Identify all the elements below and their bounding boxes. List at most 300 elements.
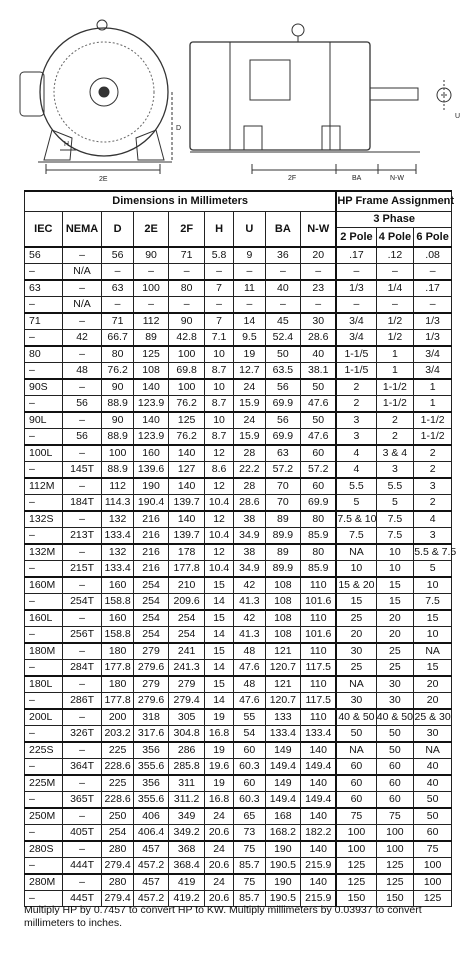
table-cell: 25: [336, 660, 376, 677]
table-cell: 71: [25, 313, 63, 330]
table-cell: 280: [102, 841, 133, 858]
table-cell: 140: [169, 445, 205, 462]
table-cell: 15: [336, 594, 376, 611]
table-row: [25, 429, 452, 446]
table-cell: 56: [265, 412, 301, 429]
table-cell: 4: [336, 462, 376, 479]
table-cell: 121: [265, 643, 301, 660]
table-cell: –: [25, 561, 63, 578]
table-cell: –: [62, 643, 102, 660]
table-cell: –: [25, 528, 63, 545]
table-cell: –: [62, 610, 102, 627]
table-cell: 125: [336, 858, 376, 875]
table-cell: 190.4: [133, 495, 169, 512]
table-cell: –: [133, 297, 169, 314]
motor-drawing-svg: [0, 0, 474, 186]
table-cell: 7.5: [376, 528, 414, 545]
table-cell: 24: [234, 412, 265, 429]
table-cell: 1-1/5: [336, 363, 376, 380]
table-cell: 63: [25, 280, 63, 297]
table-cell: –: [25, 363, 63, 380]
table-cell: 38: [234, 544, 265, 561]
table-cell: 4: [336, 445, 376, 462]
table-cell: 3/4: [336, 330, 376, 347]
table-cell: 150: [336, 891, 376, 907]
table-cell: 15.9: [234, 396, 265, 413]
table-cell: 139.7: [169, 528, 205, 545]
table-cell: 3/4: [336, 313, 376, 330]
table-row: [25, 528, 452, 545]
table-cell: 56: [62, 396, 102, 413]
table-row: [25, 627, 452, 644]
table-cell: 284T: [62, 660, 102, 677]
table-cell: 90S: [25, 379, 63, 396]
table-cell: 110: [301, 643, 337, 660]
table-cell: 10: [376, 561, 414, 578]
table-cell: 3/4: [414, 346, 452, 363]
label-2f: 2F: [288, 175, 297, 182]
table-row: [25, 396, 452, 413]
table-cell: –: [204, 297, 233, 314]
table-cell: 48: [62, 363, 102, 380]
table-cell: 90L: [25, 412, 63, 429]
table-cell: 60: [336, 775, 376, 792]
table-cell: 215.9: [301, 858, 337, 875]
table-cell: 254: [169, 627, 205, 644]
table-cell: 149.4: [265, 792, 301, 809]
table-row: [25, 495, 452, 512]
table-cell: 20: [414, 676, 452, 693]
table-row: [25, 676, 452, 693]
table-row: [25, 247, 452, 264]
table-cell: –: [25, 792, 63, 809]
table-cell: 80: [301, 544, 337, 561]
table-cell: 1-1/2: [414, 412, 452, 429]
table-cell: 63: [265, 445, 301, 462]
table-row: [25, 858, 452, 875]
table-row: [25, 759, 452, 776]
table-cell: 100: [336, 841, 376, 858]
col-header: IEC: [25, 212, 63, 248]
table-cell: 190.5: [265, 891, 301, 907]
table-cell: 285.8: [169, 759, 205, 776]
table-cell: 80: [301, 511, 337, 528]
table-row: [25, 792, 452, 809]
table-cell: 132: [102, 544, 133, 561]
table-row: [25, 544, 452, 561]
table-cell: 15 & 20: [336, 577, 376, 594]
table-cell: 30: [336, 693, 376, 710]
table-cell: 3/4: [414, 363, 452, 380]
table-cell: 89.9: [265, 561, 301, 578]
table-cell: 7.1: [204, 330, 233, 347]
table-cell: 30: [301, 313, 337, 330]
table-cell: 228.6: [102, 759, 133, 776]
table-cell: 133.4: [102, 528, 133, 545]
table-cell: 50: [376, 726, 414, 743]
table-cell: 121: [265, 676, 301, 693]
table-cell: 203.2: [102, 726, 133, 743]
table-body: [25, 247, 457, 907]
table-cell: 1: [414, 379, 452, 396]
table-cell: 90: [133, 247, 169, 264]
table-cell: 445T: [62, 891, 102, 907]
table-cell: 279.4: [169, 693, 205, 710]
table-row: [25, 660, 452, 677]
table-cell: –: [301, 297, 337, 314]
table-cell: 5.8: [204, 247, 233, 264]
table-cell: 10: [204, 412, 233, 429]
table-cell: 15: [204, 643, 233, 660]
table-cell: 85.9: [301, 561, 337, 578]
table-cell: 14: [204, 627, 233, 644]
table-cell: –: [265, 297, 301, 314]
table-cell: 279: [133, 643, 169, 660]
table-row: [25, 313, 452, 330]
table-cell: 45: [265, 313, 301, 330]
table-cell: 28.6: [234, 495, 265, 512]
table-row: [25, 874, 452, 891]
table-cell: 7.5: [376, 511, 414, 528]
table-cell: –: [25, 825, 63, 842]
table-cell: 8.6: [204, 462, 233, 479]
label-nw: N-W: [390, 175, 404, 182]
table-cell: 216: [133, 528, 169, 545]
table-cell: –: [25, 594, 63, 611]
table-cell: 444T: [62, 858, 102, 875]
col-header: 4 Pole: [376, 228, 414, 248]
table-cell: –: [25, 495, 63, 512]
table-cell: 76.2: [169, 396, 205, 413]
table-cell: N/A: [62, 264, 102, 281]
motor-dimension-drawing: [0, 0, 474, 186]
table-cell: 38.1: [301, 363, 337, 380]
table-cell: 10.4: [204, 528, 233, 545]
table-cell: 2: [376, 429, 414, 446]
table-cell: –: [62, 346, 102, 363]
table-cell: 24: [234, 379, 265, 396]
table-cell: .08: [414, 247, 452, 264]
table-cell: 56: [25, 247, 63, 264]
table-cell: 24: [204, 874, 233, 891]
table-cell: 100: [336, 825, 376, 842]
table-row: [25, 825, 452, 842]
table-cell: 5: [414, 561, 452, 578]
table-cell: 69.8: [169, 363, 205, 380]
table-cell: 168: [265, 808, 301, 825]
table-row: [25, 511, 452, 528]
table-row: [25, 478, 452, 495]
table-cell: 1: [414, 396, 452, 413]
table-cell: .17: [336, 247, 376, 264]
table-cell: –: [62, 313, 102, 330]
table-cell: 60: [376, 792, 414, 809]
table-cell: 133.4: [301, 726, 337, 743]
table-cell: 132S: [25, 511, 63, 528]
table-cell: 117.5: [301, 660, 337, 677]
table-cell: 41.3: [234, 627, 265, 644]
table-cell: 213T: [62, 528, 102, 545]
table-cell: 40: [265, 280, 301, 297]
label-ba: BA: [352, 175, 362, 182]
table-cell: .12: [376, 247, 414, 264]
conversion-footnote: Multiply HP by 0.7457 to convert HP to KW. Multiply millimeters by 0.03937 to convert millimeters to inches.: [24, 904, 422, 929]
table-cell: 5.5 & 7.5: [414, 544, 452, 561]
table-cell: –: [25, 396, 63, 413]
table-cell: 182.2: [301, 825, 337, 842]
table-cell: 225M: [25, 775, 63, 792]
table-cell: 216: [133, 544, 169, 561]
table-cell: 100L: [25, 445, 63, 462]
table-cell: 3: [414, 478, 452, 495]
col-header: H: [204, 212, 233, 248]
table-cell: 54: [234, 726, 265, 743]
table-cell: 55: [234, 709, 265, 726]
table-cell: –: [25, 462, 63, 479]
table-cell: NA: [414, 643, 452, 660]
table-cell: –: [62, 379, 102, 396]
dimensions-table: [24, 190, 457, 907]
table-cell: 69.9: [301, 495, 337, 512]
table-cell: 30: [414, 726, 452, 743]
table-cell: 100: [376, 825, 414, 842]
table-cell: 216: [133, 511, 169, 528]
label-2e: 2E: [99, 176, 108, 183]
table-cell: 311.2: [169, 792, 205, 809]
table-cell: –: [376, 297, 414, 314]
table-cell: 25: [376, 660, 414, 677]
table-cell: 11: [234, 280, 265, 297]
table-cell: 12: [204, 478, 233, 495]
table-cell: 250: [102, 808, 133, 825]
table-row: [25, 577, 452, 594]
table-cell: 10: [204, 379, 233, 396]
table-cell: –: [62, 445, 102, 462]
table-cell: 56: [62, 429, 102, 446]
table-cell: 457: [133, 874, 169, 891]
table-cell: 158.8: [102, 594, 133, 611]
table-cell: 225: [102, 775, 133, 792]
table-cell: 88.9: [102, 429, 133, 446]
table-cell: 280S: [25, 841, 63, 858]
table-cell: 100: [414, 858, 452, 875]
table-cell: 280M: [25, 874, 63, 891]
table-cell: 69.9: [265, 396, 301, 413]
table-cell: 15: [204, 676, 233, 693]
table-cell: 3: [414, 528, 452, 545]
table-cell: 90: [169, 313, 205, 330]
table-cell: 25: [336, 610, 376, 627]
table-cell: 10: [204, 346, 233, 363]
table-cell: 160: [102, 577, 133, 594]
table-cell: 158.8: [102, 627, 133, 644]
table-cell: 209.6: [169, 594, 205, 611]
table-cell: 15: [204, 577, 233, 594]
table-cell: 50: [336, 726, 376, 743]
table-cell: 406: [133, 808, 169, 825]
table-cell: 133.4: [265, 726, 301, 743]
col-header: 2E: [133, 212, 169, 248]
table-cell: 5.5: [376, 478, 414, 495]
table-cell: 1: [376, 363, 414, 380]
table-cell: 190.5: [265, 858, 301, 875]
table-cell: 254: [102, 825, 133, 842]
table-cell: 7.5: [414, 594, 452, 611]
table-cell: 120.7: [265, 660, 301, 677]
table-cell: 19: [234, 346, 265, 363]
table-cell: 190: [133, 478, 169, 495]
table-cell: 47.6: [301, 396, 337, 413]
table-cell: 356: [133, 775, 169, 792]
table-cell: 133: [265, 709, 301, 726]
table-cell: 1/2: [376, 330, 414, 347]
table-cell: 57.2: [265, 462, 301, 479]
table-cell: 56: [265, 379, 301, 396]
table-cell: 36: [265, 247, 301, 264]
table-cell: 89: [265, 511, 301, 528]
table-cell: 9.5: [234, 330, 265, 347]
table-cell: 228.6: [102, 792, 133, 809]
table-cell: –: [25, 264, 63, 281]
table-cell: –: [25, 627, 63, 644]
table-cell: 40: [414, 759, 452, 776]
table-cell: 71: [102, 313, 133, 330]
table-cell: 60: [234, 775, 265, 792]
table-cell: 56: [102, 247, 133, 264]
table-cell: 28: [234, 445, 265, 462]
table-cell: 125: [336, 874, 376, 891]
table-cell: 349: [169, 808, 205, 825]
table-cell: 100: [169, 346, 205, 363]
table-cell: 305: [169, 709, 205, 726]
col-header: BA: [265, 212, 301, 248]
table-cell: NA: [336, 544, 376, 561]
table-row: [25, 280, 452, 297]
table-cell: –: [414, 297, 452, 314]
table-cell: 73: [234, 825, 265, 842]
motor-shaft-shape: [370, 88, 418, 100]
table-cell: 140: [169, 511, 205, 528]
table-cell: 28: [234, 478, 265, 495]
table-cell: 127: [169, 462, 205, 479]
table-cell: 349.2: [169, 825, 205, 842]
table-cell: 10: [414, 577, 452, 594]
table-cell: 123.9: [133, 396, 169, 413]
table-cell: 40: [414, 775, 452, 792]
table-cell: 3: [336, 412, 376, 429]
table-cell: 25: [376, 643, 414, 660]
table-cell: 180M: [25, 643, 63, 660]
table-cell: 60: [336, 792, 376, 809]
table-cell: 3: [336, 429, 376, 446]
table-cell: –: [25, 660, 63, 677]
table-cell: 149.4: [301, 792, 337, 809]
table-cell: 7.5 & 10: [336, 511, 376, 528]
table-cell: 70: [265, 495, 301, 512]
table-cell: 23: [301, 280, 337, 297]
table-cell: –: [336, 264, 376, 281]
table-row: [25, 594, 452, 611]
table-cell: 20: [336, 627, 376, 644]
table-cell: –: [25, 759, 63, 776]
table-cell: 140: [301, 874, 337, 891]
table-cell: 117.5: [301, 693, 337, 710]
table-cell: 75: [414, 841, 452, 858]
table-cell: 42: [62, 330, 102, 347]
table-cell: –: [102, 264, 133, 281]
table-cell: 5.5: [336, 478, 376, 495]
table-cell: 4: [414, 511, 452, 528]
table-cell: –: [62, 247, 102, 264]
table-cell: 355.6: [133, 759, 169, 776]
table-cell: 108: [265, 627, 301, 644]
table-cell: 279.6: [133, 693, 169, 710]
table-cell: 80: [25, 346, 63, 363]
table-row: [25, 363, 452, 380]
table-cell: –: [133, 264, 169, 281]
table-cell: 89: [265, 544, 301, 561]
table-cell: 19: [204, 775, 233, 792]
table-cell: 100: [169, 379, 205, 396]
table-cell: 80: [102, 346, 133, 363]
table-cell: –: [169, 297, 205, 314]
table-cell: 20: [301, 247, 337, 264]
table-cell: 85.7: [234, 891, 265, 907]
table-cell: 210: [169, 577, 205, 594]
table-cell: 368: [169, 841, 205, 858]
table-cell: 1/3: [414, 330, 452, 347]
table-cell: 20: [376, 610, 414, 627]
table-cell: 254T: [62, 594, 102, 611]
table-cell: 50: [301, 412, 337, 429]
table-cell: 457: [133, 841, 169, 858]
table-cell: 190: [265, 874, 301, 891]
table-cell: 10.4: [204, 495, 233, 512]
table-cell: 85.9: [301, 528, 337, 545]
col-header: 2 Pole: [336, 228, 376, 248]
table-cell: 10: [414, 627, 452, 644]
table-cell: 48: [234, 643, 265, 660]
table-cell: 19: [204, 709, 233, 726]
table-cell: 76.2: [169, 429, 205, 446]
table-cell: 311: [169, 775, 205, 792]
table-row: [25, 693, 452, 710]
table-cell: 279.4: [102, 891, 133, 907]
table-cell: 60: [376, 759, 414, 776]
table-cell: –: [62, 544, 102, 561]
table-cell: 145T: [62, 462, 102, 479]
table-cell: 108: [133, 363, 169, 380]
table-cell: 241: [169, 643, 205, 660]
table-cell: 356: [133, 742, 169, 759]
table-cell: –: [25, 429, 63, 446]
table-cell: 168.2: [265, 825, 301, 842]
table-cell: 20: [376, 627, 414, 644]
table-cell: 24: [204, 841, 233, 858]
table-cell: 20.6: [204, 825, 233, 842]
table-row: [25, 264, 452, 281]
table-cell: 60.3: [234, 759, 265, 776]
table-cell: 8.7: [204, 363, 233, 380]
table-cell: 19: [204, 742, 233, 759]
table-cell: 254: [133, 610, 169, 627]
table-cell: 40: [301, 346, 337, 363]
label-u: U: [455, 113, 461, 120]
table-cell: 108: [265, 577, 301, 594]
table-cell: 200: [102, 709, 133, 726]
table-cell: 71: [169, 247, 205, 264]
table-cell: 112: [102, 478, 133, 495]
